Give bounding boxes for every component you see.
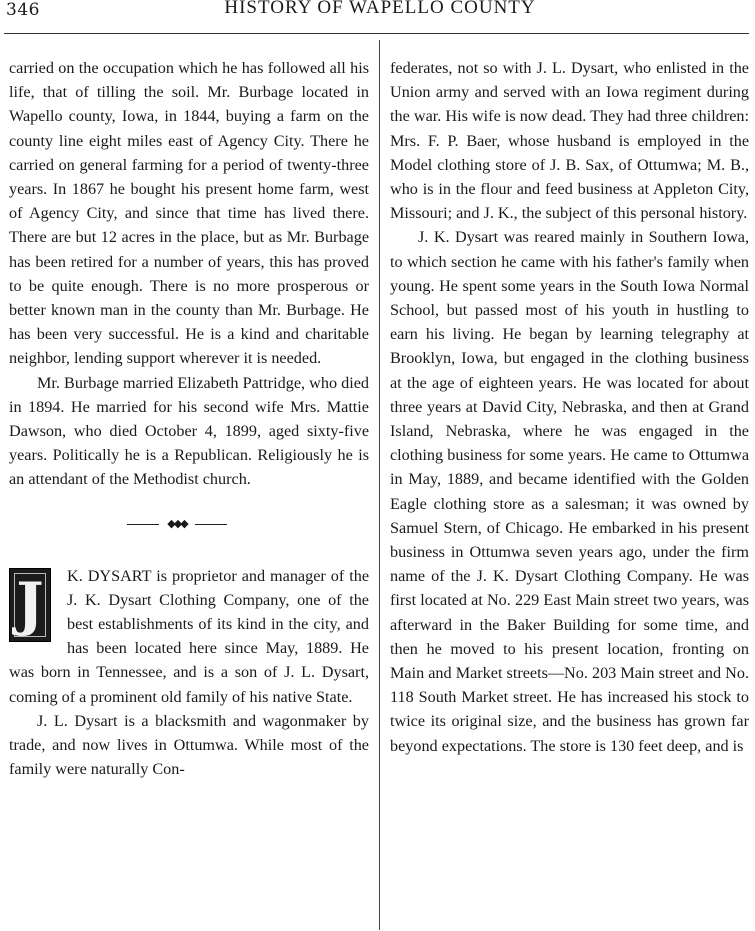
burbage-paragraph-2: Mr. Burbage married Elizabeth Pattridge, who died in 1894. He married for his second wife Mrs. Mattie Dawson, who died October 4, 1899, aged sixty-five years. Politically he is a Republican. Religiously he is an attendant of the Methodist church. (9, 373, 369, 489)
column-divider (379, 40, 380, 930)
dysart-paragraph-3: federates, not so with J. L. Dysart, who enlisted in the Union army and served with an Iowa regiment during the war. His wife is now dead. They had three children: Mrs. F. P. Baer, whose husband is employed in the Model clothing store of J. B. Sax, of Ottumwa; M. B., who is in the flour and feed business at Appleton City, Missouri; and J. K., the subject of this personal history. (390, 59, 749, 223)
dropcap (9, 568, 51, 642)
left-column (9, 56, 369, 781)
dysart-intro (9, 564, 369, 709)
dysart-paragraph-4: J. K. Dysart was reared mainly in Southern Iowa, to which section he came with his father's family when young. He spent some years in the South Iowa Normal School, but passed most of his youth in hustling to earn his living. He began by learning telegraphy at Brooklyn, Iowa, but engaged in the clothing business at the age of eighteen years. He was located for about three years at David City, Nebraska, and then at Grand Island, Nebraska, where he was engaged in the clothing business for some years. He came to Ottumwa in May, 1889, and became identified with the Golden Eagle clothing store as a salesman; it was owned by Samuel Stern, of Chicago. He embarked in his present business in Ottumwa seven years ago, under the firm name of the J. K. Dysart Clothing Company. He was first located at No. 229 East Main street two years, was afterward in the Baker Building for some time, and then he moved to his present location, fronting on Main and Market streets—No. 203 Main street and No. 118 South Market street. He has increased his stock to twice its original size, and the business has grown far beyond expectations. The store is 130 feet deep, and is (390, 228, 749, 755)
dysart-paragraph-2: J. L. Dysart is a blacksmith and wagonmaker by trade, and now lives in Ottumwa. While most of the family were naturally Con- (9, 711, 369, 779)
dysart-paragraph-1: K. DYSART is proprietor and manager of the J. K. Dysart Clothing Company, one of the best establishments of its kind in the city, and has been located here since May, 1889. He was born in Tennessee, and is a son of J. L. Dysart, coming of a prominent old family of his native State. (9, 566, 369, 706)
page-number: 346 (6, 0, 40, 20)
right-column (390, 56, 749, 758)
ornament-diamonds-icon: ◆◆◆ (159, 512, 195, 536)
dropcap-letter: J (16, 569, 44, 638)
page-header (0, 0, 755, 30)
section-ornament (9, 492, 369, 556)
burbage-paragraph-1: carried on the occupation which he has followed all his life, that of tilling the soil. Mr. Burbage located in Wapello county, Iowa, in 1844, buying a farm on the county line eight miles east of Agency City. There he carried on general farming for a period of twenty-three years. In 1867 he bought his present home farm, west of Agency City, and since that time has lived there. There are but 12 acres in the place, but as Mr. Burbage has been retired for a number of years, this has proved to be quite enough. There is no more prosperous or better known man in the county than Mr. Burbage. He has been very successful. He is a kind and charitable neighbor, lending support wherever it is needed. (9, 59, 369, 368)
header-rule (4, 33, 749, 34)
running-head: HISTORY OF WAPELLO COUNTY (224, 0, 536, 18)
